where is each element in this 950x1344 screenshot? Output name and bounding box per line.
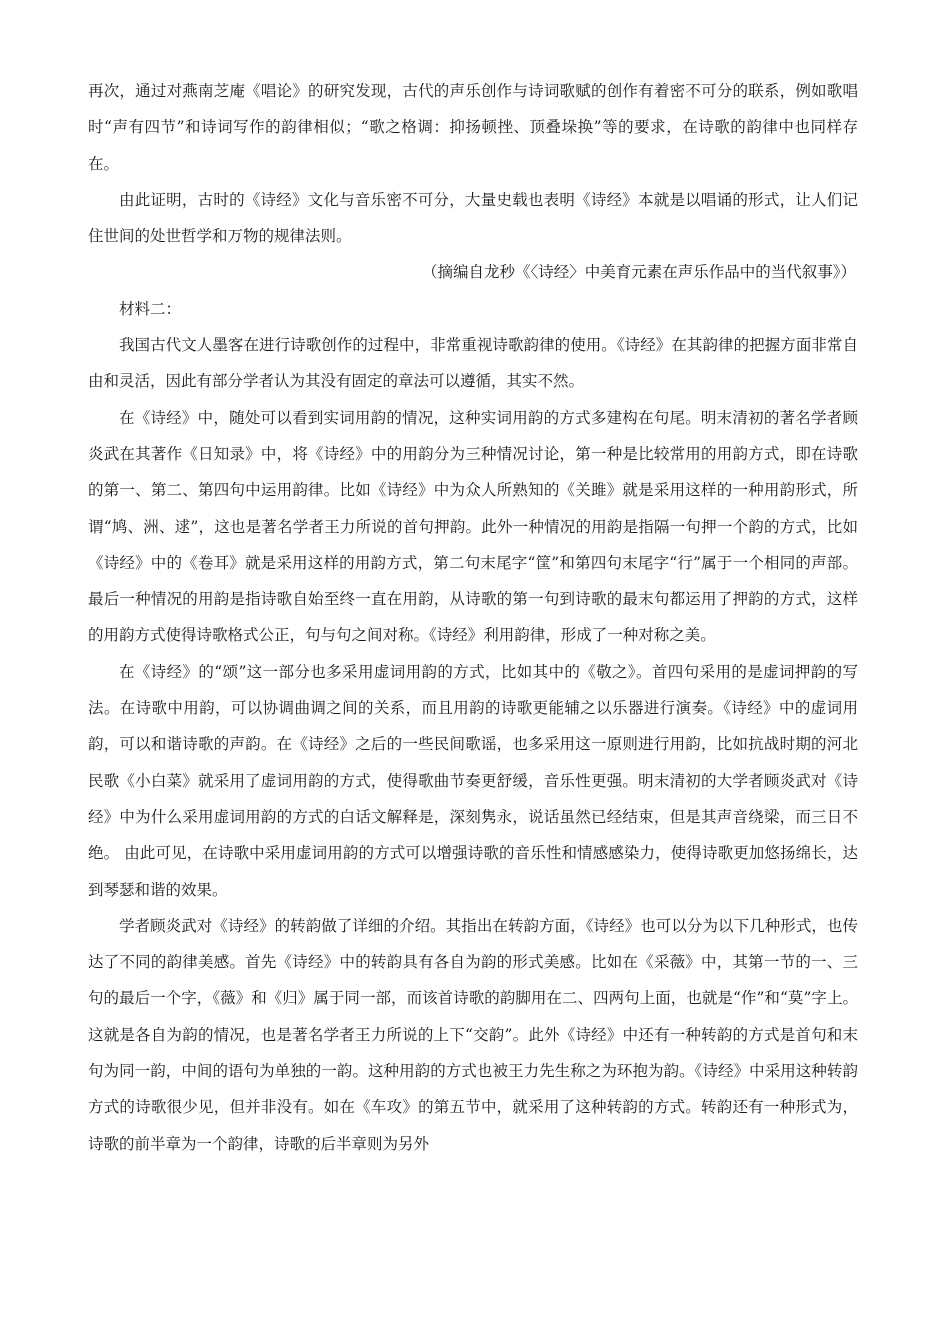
paragraph-3: 我国古代文人墨客在进行诗歌创作的过程中，非常重视诗歌韵律的使用。《诗经》在其韵律的把握方面非常自由和灵活，因此有部分学者认为其没有固定的章法可以遵循，其实不然。 — [88, 336, 858, 391]
source-citation: （摘编自龙秒《〈诗经〉中美育元素在声乐作品中的当代叙事》） — [421, 263, 856, 282]
paragraph-4: 在《诗经》中，随处可以看到实词用韵的情况，这种实词用韵的方式多建构在句尾。明末清初的著名学者顾炎武在其著作《日知录》中，将《诗经》中的用韵分为三种情况讨论，第一种是比较常用的用韵方式，即在诗歌的第一、第二、第四句中运用韵律。比如《诗经》中为众人所熟知的《关雎》就是采用这样的一种用韵形式，所谓“鸠、洲、逑”，这也是著名学者王力所说的首句押韵。此外一种情况的用韵是指隔一句押一个韵的方式，比如《诗经》中的《卷耳》就是采用这样的用韵方式，第二句末尾字“筐”和第四句末尾字“行”属于一个相同的声部。最后一种情况的用韵是指诗歌自始至终一直在用韵，从诗歌的第一句到诗歌的最末句都运用了押韵的方式，这样的用韵方式使得诗歌格式公正，句与句之间对称。《诗经》利用韵律，形成了一种对称之美。 — [88, 408, 858, 645]
paragraph-1: 再次，通过对燕南芝庵《唱论》的研究发现，古代的声乐创作与诗词歌赋的创作有着密不可分的联系，例如歌唱时“声有四节”和诗词写作的韵律相似；“歌之格调：抑扬顿挫、顶叠垛换”等的要求，在诗歌的韵律中也同样存在。 — [88, 82, 858, 173]
paragraph-2: 由此证明，古时的《诗经》文化与音乐密不可分，大量史载也表明《诗经》本就是以唱诵的形式，让人们记住世间的处世哲学和万物的规律法则。 — [88, 190, 858, 246]
material-2-label: 材料二： — [119, 299, 182, 318]
document-page — [88, 73, 858, 1162]
paragraph-5: 在《诗经》的“颂”这一部分也多采用虚词用韵的方式，比如其中的《敬之》。首四句采用的是虚词押韵的写法。在诗歌中用韵，可以协调曲调之间的关系，而且用韵的诗歌更能辅之以乐器进行演奏。《诗经》中的虚词用韵，可以和谐诗歌的声韵。在《诗经》之后的一些民间歌谣，也多采用这一原则进行用韵，比如抗战时期的河北民歌《小白菜》就采用了虚词用韵的方式，使得歌曲节奏更舒缓，音乐性更强。明末清初的大学者顾炎武对《诗经》中为什么采用虚词用韵的方式的白话文解释是，深刻隽永，说话虽然已经结束，但是其声音绕梁，而三日不绝。 由此可见，在诗歌中采用虚词用韵的方式可以增强诗歌的音乐性和情感感染力，使得诗歌更加悠扬绵长，达到琴瑟和谐的效果。 — [88, 662, 858, 899]
paragraph-6: 学者顾炎武对《诗经》的转韵做了详细的介绍。其指出在转韵方面，《诗经》也可以分为以下几种形式，也传达了不同的韵律美感。首先《诗经》中的转韵具有各自为韵的形式美感。比如在《采薇》中，其第一节的一、三句的最后一个字，《薇》和《归》属于同一部，而该首诗歌的韵脚用在二、四两句上面，也就是“作”和“莫”字上。这就是各自为韵的情况，也是著名学者王力所说的上下“交韵”。此外《诗经》中还有一种转韵的方式是首句和末句为同一韵，中间的语句为单独的一韵。这种用韵的方式也被王力先生称之为环抱为韵。《诗经》中采用这种转韵方式的诗歌很少见，但并非没有。如在《车攻》的第五节中，就采用了这种转韵的方式。转韵还有一种形式为，诗歌的前半章为一个韵律，诗歌的后半章则为另外 — [88, 916, 858, 1153]
